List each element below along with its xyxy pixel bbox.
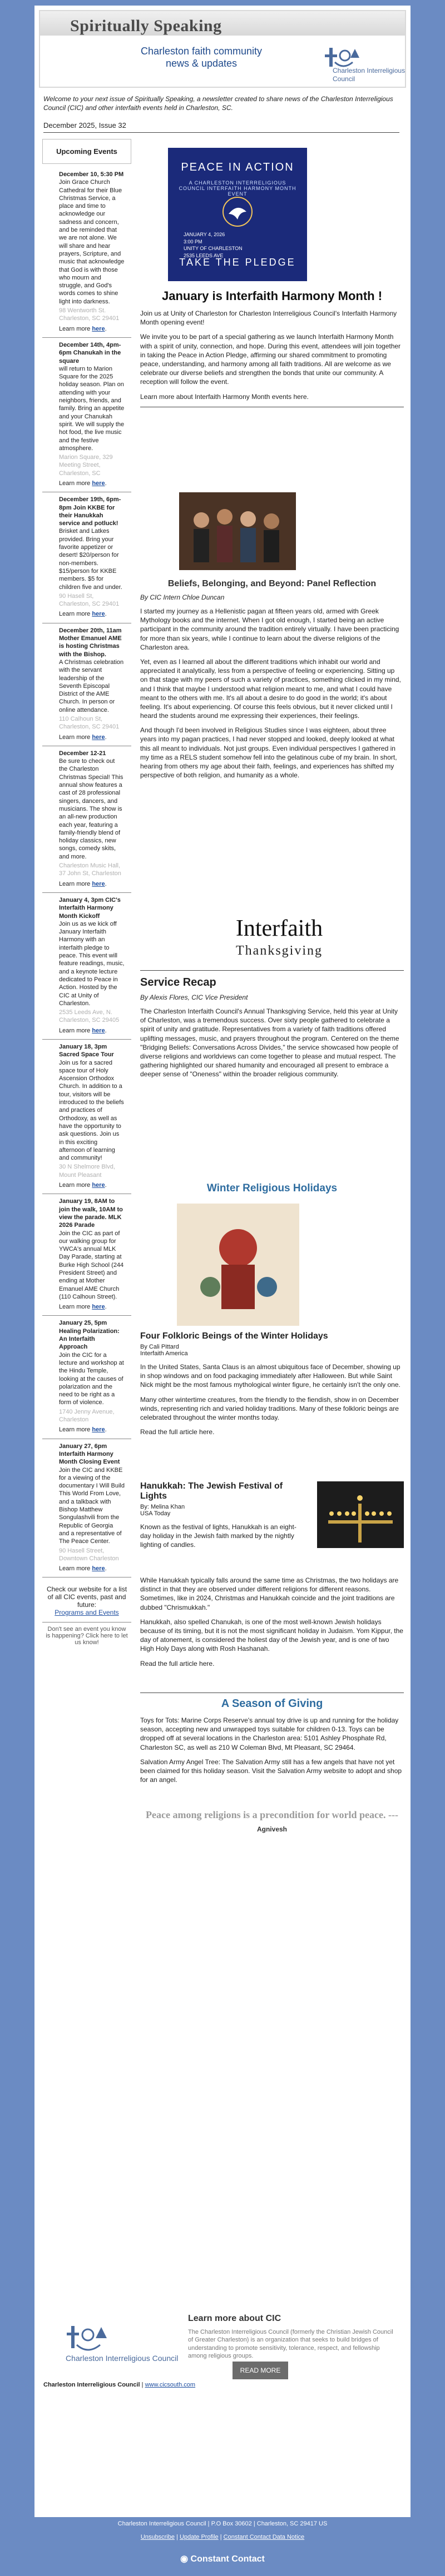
quote-text: Peace among religions is a precondition for world peace. --- (146, 1809, 398, 1820)
event-item (42, 338, 131, 492)
sidebar-heading: Upcoming Events (42, 139, 131, 164)
intro-text: Welcome to your next issue of Spiritually Speaking, a newsletter created to share news of the Charleston Interreligious Council (CIC) and other interfaith events held in Charleston, SC. (43, 95, 393, 112)
byline: By CIC Intern Chloe Duncan (140, 593, 225, 601)
event-address: 90 Hasell Street, Downtown Charleston (59, 1547, 119, 1562)
missing-event-note: Don't see an event you know is happening? Click here to let us know! (42, 1622, 131, 1657)
paragraph: In the United States, Santa Claus is an almost ubiquitous face of December, showing up in shop windows and on food packaging immediately after Halloween. But while Saint Nick might be the most famous mythological winter figure, he certainly isn't the only one. (140, 1363, 400, 1389)
event-body: A Christmas celebration with the servant leadership of the Seventh Episcopal District of the AME Church. In person or online attendance. (59, 658, 124, 713)
event-item (42, 893, 131, 1040)
event-learn-more: Learn more here. (59, 1426, 107, 1434)
data-notice-link[interactable]: Constant Contact Data Notice (223, 2534, 305, 2541)
divider (140, 970, 404, 971)
event-here-link[interactable]: here (92, 1304, 105, 1311)
paragraph: And though I'd been involved in Religious Studies since I was eighteen, about three years into my pagan practices, I had never stopped and looked, deeply looked at what this all meant to individuals. Not just groups. Even individual perspectives I gathered in my time as a RELS student somehow fell into the gelatinous cube of my brain. In short, hearing from others my age about their faith, feelings, and experiences has shifted my perspective of both religion, and humanity as a whole. (140, 726, 397, 780)
read-more-button[interactable]: READ MORE (233, 2362, 288, 2379)
event-item (42, 167, 131, 338)
folklore-illustration (177, 1204, 299, 1326)
about-text: The Charleston Interreligious Council (formerly the Christian Jewish Council of Greater Charleston) is an organization that seeks to build bridges of understanding to promote sensitivity, tolerance, respect, and fellowship among religious groups. (188, 2329, 393, 2359)
section-title: Beliefs, Belonging, and Beyond: Panel Reflection (167, 579, 377, 588)
dove-icon (221, 195, 254, 228)
org-name: Charleston Interreligious Council (43, 2382, 140, 2388)
event-title: December 19th, 6pm-8pm Join KKBE for their Hanukkah service and potluck! (59, 496, 121, 527)
people-icon (179, 492, 296, 570)
byline: By Alexis Flores, CIC Vice President (140, 994, 248, 1001)
section-title: A Season of Giving (221, 1698, 323, 1710)
event-body: Brisket and Latkes provided. Bring your favorite appetizer or desert! $20/person for non-members. $15/person for KKBE members. $5 for children five and under. (59, 528, 122, 591)
event-address: 90 Hasell St, Charleston, SC 29401 (59, 592, 120, 608)
event-body: Join the CIC for a lecture and workshop at the Hindu Temple, looking at the causes of polarization and the need to be right as a form of violence. (59, 1351, 124, 1406)
constant-contact-icon: ◉ (180, 2554, 191, 2564)
menorah-icon (317, 1481, 404, 1548)
website-line: Charleston Interreligious Council | www.cicsouth.com (43, 2382, 196, 2388)
quote-block (140, 1809, 404, 1833)
section-title: January is Interfaith Harmony Month ! (161, 289, 383, 303)
newsletter-body (34, 6, 411, 2517)
event-here-link[interactable]: here (92, 733, 105, 741)
poster-subtitle: A CHARLESTON INTERRELIGIOUS COUNCIL INTERFAITH HARMONY MONTH EVENT (179, 180, 296, 197)
event-title: January 25, 5pm Healing Polarization: An Interfaith Approach (59, 1320, 120, 1351)
about-heading: Learn more about CIC (188, 2314, 281, 2323)
winter-holidays-title: Winter Religious Holidays (206, 1182, 338, 1194)
event-item (42, 1316, 131, 1439)
event-address: 98 Wentworth St. Charleston, SC 29401 (59, 307, 120, 322)
website-link[interactable]: www.cicsouth.com (145, 2382, 196, 2388)
divider (43, 132, 399, 133)
event-here-link[interactable]: here (92, 611, 105, 618)
panel-photo (179, 492, 296, 570)
constant-contact-logo (0, 2549, 445, 2569)
folklore-read-more[interactable]: Read the full article here. (140, 1428, 215, 1436)
unsubscribe-link[interactable]: Unsubscribe (140, 2534, 175, 2541)
hanukkah-read-more[interactable]: Read the full article here. (140, 1659, 215, 1668)
event-here-link[interactable]: here (92, 1182, 105, 1189)
event-item (42, 1439, 131, 1578)
event-address: Marion Square, 329 Meeting Street, Charleston, SC (59, 454, 113, 477)
folkloric-beings-section (140, 1331, 404, 1436)
article-title: Hanukkah: The Jewish Festival of Lights (140, 1481, 283, 1501)
event-here-link[interactable]: here (92, 325, 105, 332)
event-title: December 14th, 4pm-6pm Chanukah in the square (59, 341, 121, 365)
paragraph: Hanukkah, also spelled Chanukah, is one of the most well-known Jewish holidays because of its timing, but it is not the most significant holiday in Judaism. Yom Kippur, the day of atonement, is considered the holiest day of the Jewish year, and is one of two High Holy Days along with Rosh Hashanah. (140, 1618, 403, 1653)
event-here-link[interactable]: here (92, 480, 105, 487)
peace-in-action-poster (168, 148, 307, 281)
event-learn-more: Learn more here. (59, 325, 107, 332)
winter-figure-icon (177, 1204, 299, 1326)
thanksgiving-recap-section (140, 970, 404, 1079)
paragraph: Known as the festival of lights, Hanukkah is an eight-day holiday in the Jewish faith marked by the nightly lighting of candles. (140, 1523, 296, 1549)
programs-events-link[interactable]: Programs and Events (55, 1609, 119, 1617)
event-learn-more: Learn more here. (59, 1565, 107, 1572)
thanksgiving-wordmark: Thanksgiving (236, 943, 323, 958)
poster-details: JANUARY 4, 2026 3:00 PM UNITY OF CHARLESTON 2535 LEEDS AVE (184, 232, 243, 258)
quote-author: Agnivesh (256, 1825, 287, 1833)
event-title: December 20th, 11am Mother Emanuel AME is hosting Christmas with the Bishop. (59, 627, 122, 658)
harmony-learn-more[interactable]: Learn more about Interfaith Harmony Month events here. (140, 392, 309, 401)
logo-text: Charleston Interreligious Council (333, 67, 406, 83)
event-body: Join us as we kick off January Interfaith Harmony with an interfaith pledge to peace. This event will feature readings, music, and a keynote lecture dedicated to Peace in Action. Hosted by the CIC at Unity of Charleston. (59, 920, 125, 1007)
event-learn-more: Learn more here. (59, 611, 107, 618)
poster-title: PEACE IN ACTION (181, 161, 294, 173)
interfaith-harmony-section (140, 289, 404, 407)
event-item (42, 746, 131, 893)
event-learn-more: Learn more here. (59, 1027, 107, 1034)
panel-reflection-section (140, 579, 404, 780)
article-title: Four Folkloric Beings of the Winter Holidays (140, 1331, 328, 1341)
event-title: January 27, 6pm Interfaith Harmony Month Closing Event (59, 1442, 120, 1466)
event-learn-more: Learn more here. (59, 1304, 107, 1311)
logo-text: Charleston Interreligious Council (66, 2354, 179, 2363)
footer-address: Charleston Interreligious Council | P.O Box 30602 | Charleston, SC 29417 US (117, 2520, 328, 2527)
paragraph: Yet, even as I learned all about the different traditions which inhabit our world and appreciated it analytically, less from a perspective of feeling or experiencing. Sitting up on that stage with my peers of such a variety of practices, something clicked in my mind, and I think that maybe I understood what religion meant to me, and what I could have meant to the others with me. It's all about a desire to do good in the world; it's about feeling. It's about experiencing. Of course this feels obvious, but it never clicked until I heard the students around me expressing their experiences, their feelings. (140, 657, 401, 720)
event-body: Be sure to check out the Charleston Christmas Special! This annual show features a cast of 28 professional singers, dancers, and musicians. The show is an all-new production each year, featuring a family-friendly blend of holiday classics, new songs, comedy skits, and more. (59, 758, 123, 860)
event-title: January 19, 8AM to join the walk, 10AM to view the parade. MLK 2026 Parade (59, 1198, 123, 1229)
email-footer (0, 2517, 445, 2569)
update-profile-link[interactable]: Update Profile (179, 2534, 219, 2541)
issue-label: December 2025, Issue 32 (43, 121, 126, 129)
event-address: 1740 Jenny Avenue, Charleston (59, 1408, 115, 1424)
event-address: 30 N Shelmore Blvd, Mount Pleasant (59, 1164, 115, 1179)
event-title: January 4, 3pm CIC's Interfaith Harmony Month Kickoff (59, 896, 121, 920)
toys-for-tots[interactable]: Toys for Tots: Marine Corps Reserve's annual toy drive is up and running for the holiday season, accepting new and unwrapped toys suitable for children 0-13. Toys can be dropped off at several locations in the Charleston area: 5101 Ashley Phosphate Rd, Charleston SC, as well as 210 W Coleman Blvd, Mt Pleasant, SC 29464. (140, 1716, 399, 1751)
event-body: Join the CIC and KKBE for a viewing of the documentary I Will Build This World From Love, and a talkback with Bishop Matthew Songulashvili from the Republic of Georgia and a representative of The Peace Center. (59, 1466, 125, 1545)
poster-pledge: TAKE THE PLEDGE (179, 257, 296, 268)
event-body: Join Grace Church Cathedral for their Blue Christmas Service, a place and time to acknowledge our sadness and concern, and be reminded that we are not alone. We will share and hear prayers, Scripture, and music that acknowledge that God is with those who mourn and struggle, and God's words comes to shine light into darkness. (59, 179, 125, 305)
event-title: December 12-21 (59, 750, 106, 757)
interfaith-wordmark: Interfaith (235, 916, 323, 941)
event-here-link[interactable]: here (92, 1426, 105, 1434)
brand-name: Constant Contact (190, 2554, 265, 2564)
newsletter-title: Spiritually Speaking (70, 17, 222, 35)
event-here-link[interactable]: here (92, 1027, 105, 1034)
paragraph: We invite you to be part of a special gathering as we launch Interfaith Harmony Month with a spirit of unity, connection, and hope. During this event, attendees will join together in taking the Peace in Action Pledge, affirming our shared commitment to promoting peace, understanding, and harmony among all faith traditions. All are welcome as we celebrate our diverse beliefs and strengthen the bonds that unite our community. A reception will follow the event. (140, 333, 401, 386)
section-title: Service Recap (140, 976, 216, 989)
hanukkah-section-cont (140, 1570, 404, 1668)
paragraph: While Hanukkah typically falls around the same time as Christmas, the two holidays are distinct in that they are observed under different religions for different reasons. Sometimes, like in 2024, Christmas and Hanukkah coincide and the joint traditions are dubbed "Chrismukkah." (140, 1576, 399, 1611)
hanukkah-section (140, 1481, 307, 1550)
check-website: Check our website for a list of all CIC events, past and future: Programs and Events (46, 1585, 127, 1617)
event-title: January 18, 3pm Sacred Space Tour (59, 1043, 114, 1059)
event-title: December 10, 5:30 PM (59, 171, 124, 178)
event-address: Charleston Music Hall, 37 John St, Charleston (59, 862, 121, 877)
paragraph: Many other wintertime creatures, from the friendly to the fiendish, show in on December winds, representing rich and varied holiday traditions. Many of these folkloric beings are celebrated throughout the winter months today. (140, 1395, 399, 1421)
event-learn-more: Learn more here. (59, 480, 107, 487)
upcoming-events-sidebar (42, 139, 131, 1657)
newsletter-subtitle: Charleston faith community news & updates (140, 46, 263, 69)
footer-links: Unsubscribe | Update Profile | Constant Contact Data Notice (140, 2534, 305, 2541)
event-address: 110 Calhoun St, Charleston, SC 29401 (59, 716, 120, 731)
menorah-photo (317, 1481, 404, 1548)
paragraph: The Charleston Interfaith Council's Annual Thanksgiving Service, held this year at Unity of Charleston, was a tremendous success. Over sixty people gathered to celebrate a spirit of unity and gratitude. Representatives from a variety of faith traditions offered uplifting messages, music, and prayers throughout the program. Centered on the theme "Bridging Beliefs: Conversations Across Divides," the service showcased how people of diverse religions and worldviews can come together to please and mutual respect. The gathering highlighted our shared humanity and encouraged all present to embrace a deeper sense of "Oneness" within the broader religious community. (140, 1007, 399, 1079)
event-item (42, 492, 131, 623)
event-learn-more: Learn more here. (59, 1182, 107, 1189)
paragraph: Join us at Unity of Charleston for Charleston Interreligious Council's Interfaith Harmony Month opening event! (140, 309, 397, 327)
event-item (42, 1194, 131, 1316)
salvation-army[interactable]: Salvation Army Angel Tree: The Salvation Army still has a few angels that have not yet been claimed for this holiday season. Visit the Salvation Army website to adopt and shop for an angel. (140, 1758, 402, 1784)
event-learn-more: Learn more here. (59, 880, 107, 887)
season-of-giving-section (140, 1693, 404, 1784)
event-learn-more: Learn more here. (59, 733, 107, 741)
event-item (42, 1040, 131, 1194)
event-here-link[interactable]: here (92, 1565, 105, 1572)
event-here-link[interactable]: here (92, 880, 105, 887)
event-body: Join the CIC as part of our walking group for YWCA's annual MLK Day Parade, starting at Burke High School (244 President Street) and ending at Mother Emanuel AME Church (110 Calhoun Street). (59, 1230, 124, 1300)
byline: By Cali Pittard Interfaith America (140, 1344, 188, 1357)
event-item (42, 623, 131, 746)
paragraph: I started my journey as a Hellenistic pagan at fifteen years old, armed with Greek Mythology books and the internet. When I got old enough, I started being an active participant in the community around the tradition entirely virtually. I have been practicing for more than six years, while I continue to learn about the diverse religions of the Charleston area. (140, 607, 399, 651)
byline: By: Melina Khan USA Today (140, 1504, 185, 1517)
header (39, 10, 406, 88)
event-address: 2535 Leeds Ave, N. Charleston, SC 29405 (59, 1009, 120, 1024)
event-body: will return to Marion Square for the 2025 holiday season. Plan on attending with your neighbors, friends, and family. Bring an appetite and your Chanukah spirit. We will supply the hot food, the live music and the festive atmosphere. (59, 365, 125, 452)
event-body: Join us for a sacred space tour of Holy Ascension Orthodox Church. In addition to a tour, visitors will be introduced to the beliefs and practices of Orthodoxy, as well as have the opportunity to ask questions. Join us in this exciting afternoon of learning and community! (59, 1059, 124, 1162)
